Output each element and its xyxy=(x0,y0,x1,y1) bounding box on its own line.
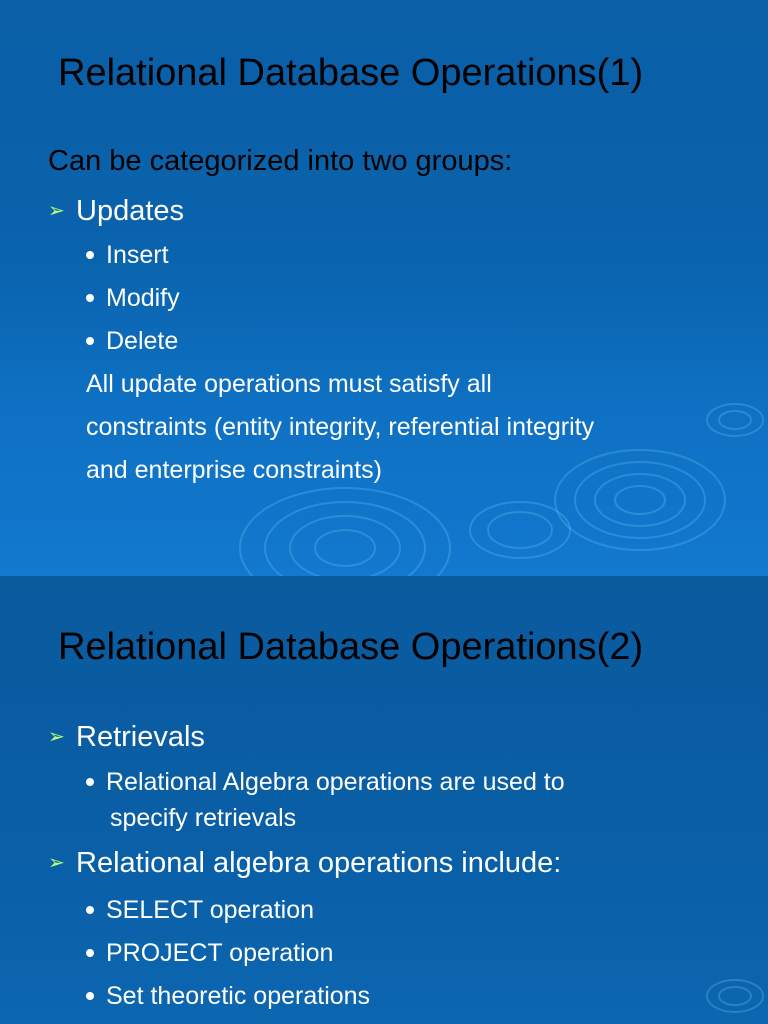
list-item xyxy=(86,768,565,797)
list-item-label: Relational Algebra operations are used to xyxy=(106,768,565,796)
arrow-bullet-icon: ➢ xyxy=(48,198,65,222)
dot-bullet-icon xyxy=(86,906,94,914)
section-heading xyxy=(48,721,205,754)
slide-title: Relational Database Operations(2) xyxy=(58,626,644,668)
arrow-bullet-icon: ➢ xyxy=(48,850,65,874)
list-item xyxy=(86,982,370,1011)
section-heading xyxy=(48,195,184,228)
dot-bullet-icon xyxy=(86,992,94,1000)
arrow-bullet-icon: ➢ xyxy=(48,724,65,748)
slide-title: Relational Database Operations(1) xyxy=(58,52,644,94)
dot-bullet-icon xyxy=(86,294,94,302)
list-item-label: Delete xyxy=(106,327,179,355)
slide-2 xyxy=(0,576,768,1024)
section-label: Retrievals xyxy=(76,721,205,753)
list-item xyxy=(86,327,178,356)
section-heading xyxy=(48,847,561,880)
list-item-label: Insert xyxy=(106,241,169,269)
list-item-label: Modify xyxy=(106,284,180,312)
list-item xyxy=(86,939,333,968)
list-item-label: PROJECT operation xyxy=(106,939,334,967)
dot-bullet-icon xyxy=(86,337,94,345)
dot-bullet-icon xyxy=(86,251,94,259)
list-item-label: Set theoretic operations xyxy=(106,982,371,1010)
section-label: Relational algebra operations include: xyxy=(76,847,562,879)
paragraph-line: and enterprise constraints) xyxy=(86,456,382,484)
dot-bullet-icon xyxy=(86,949,94,957)
lead-text: Can be categorized into two groups: xyxy=(48,145,513,177)
list-item xyxy=(86,284,180,313)
list-item xyxy=(86,241,169,270)
list-item-label: SELECT operation xyxy=(106,896,314,924)
dot-bullet-icon xyxy=(86,778,94,786)
paragraph-line: All update operations must satisfy all xyxy=(86,370,492,398)
paragraph-line: constraints (entity integrity, referential integrity xyxy=(86,413,595,441)
list-item xyxy=(86,896,314,925)
section-label: Updates xyxy=(76,195,185,227)
list-item-continuation: specify retrievals xyxy=(110,804,297,832)
